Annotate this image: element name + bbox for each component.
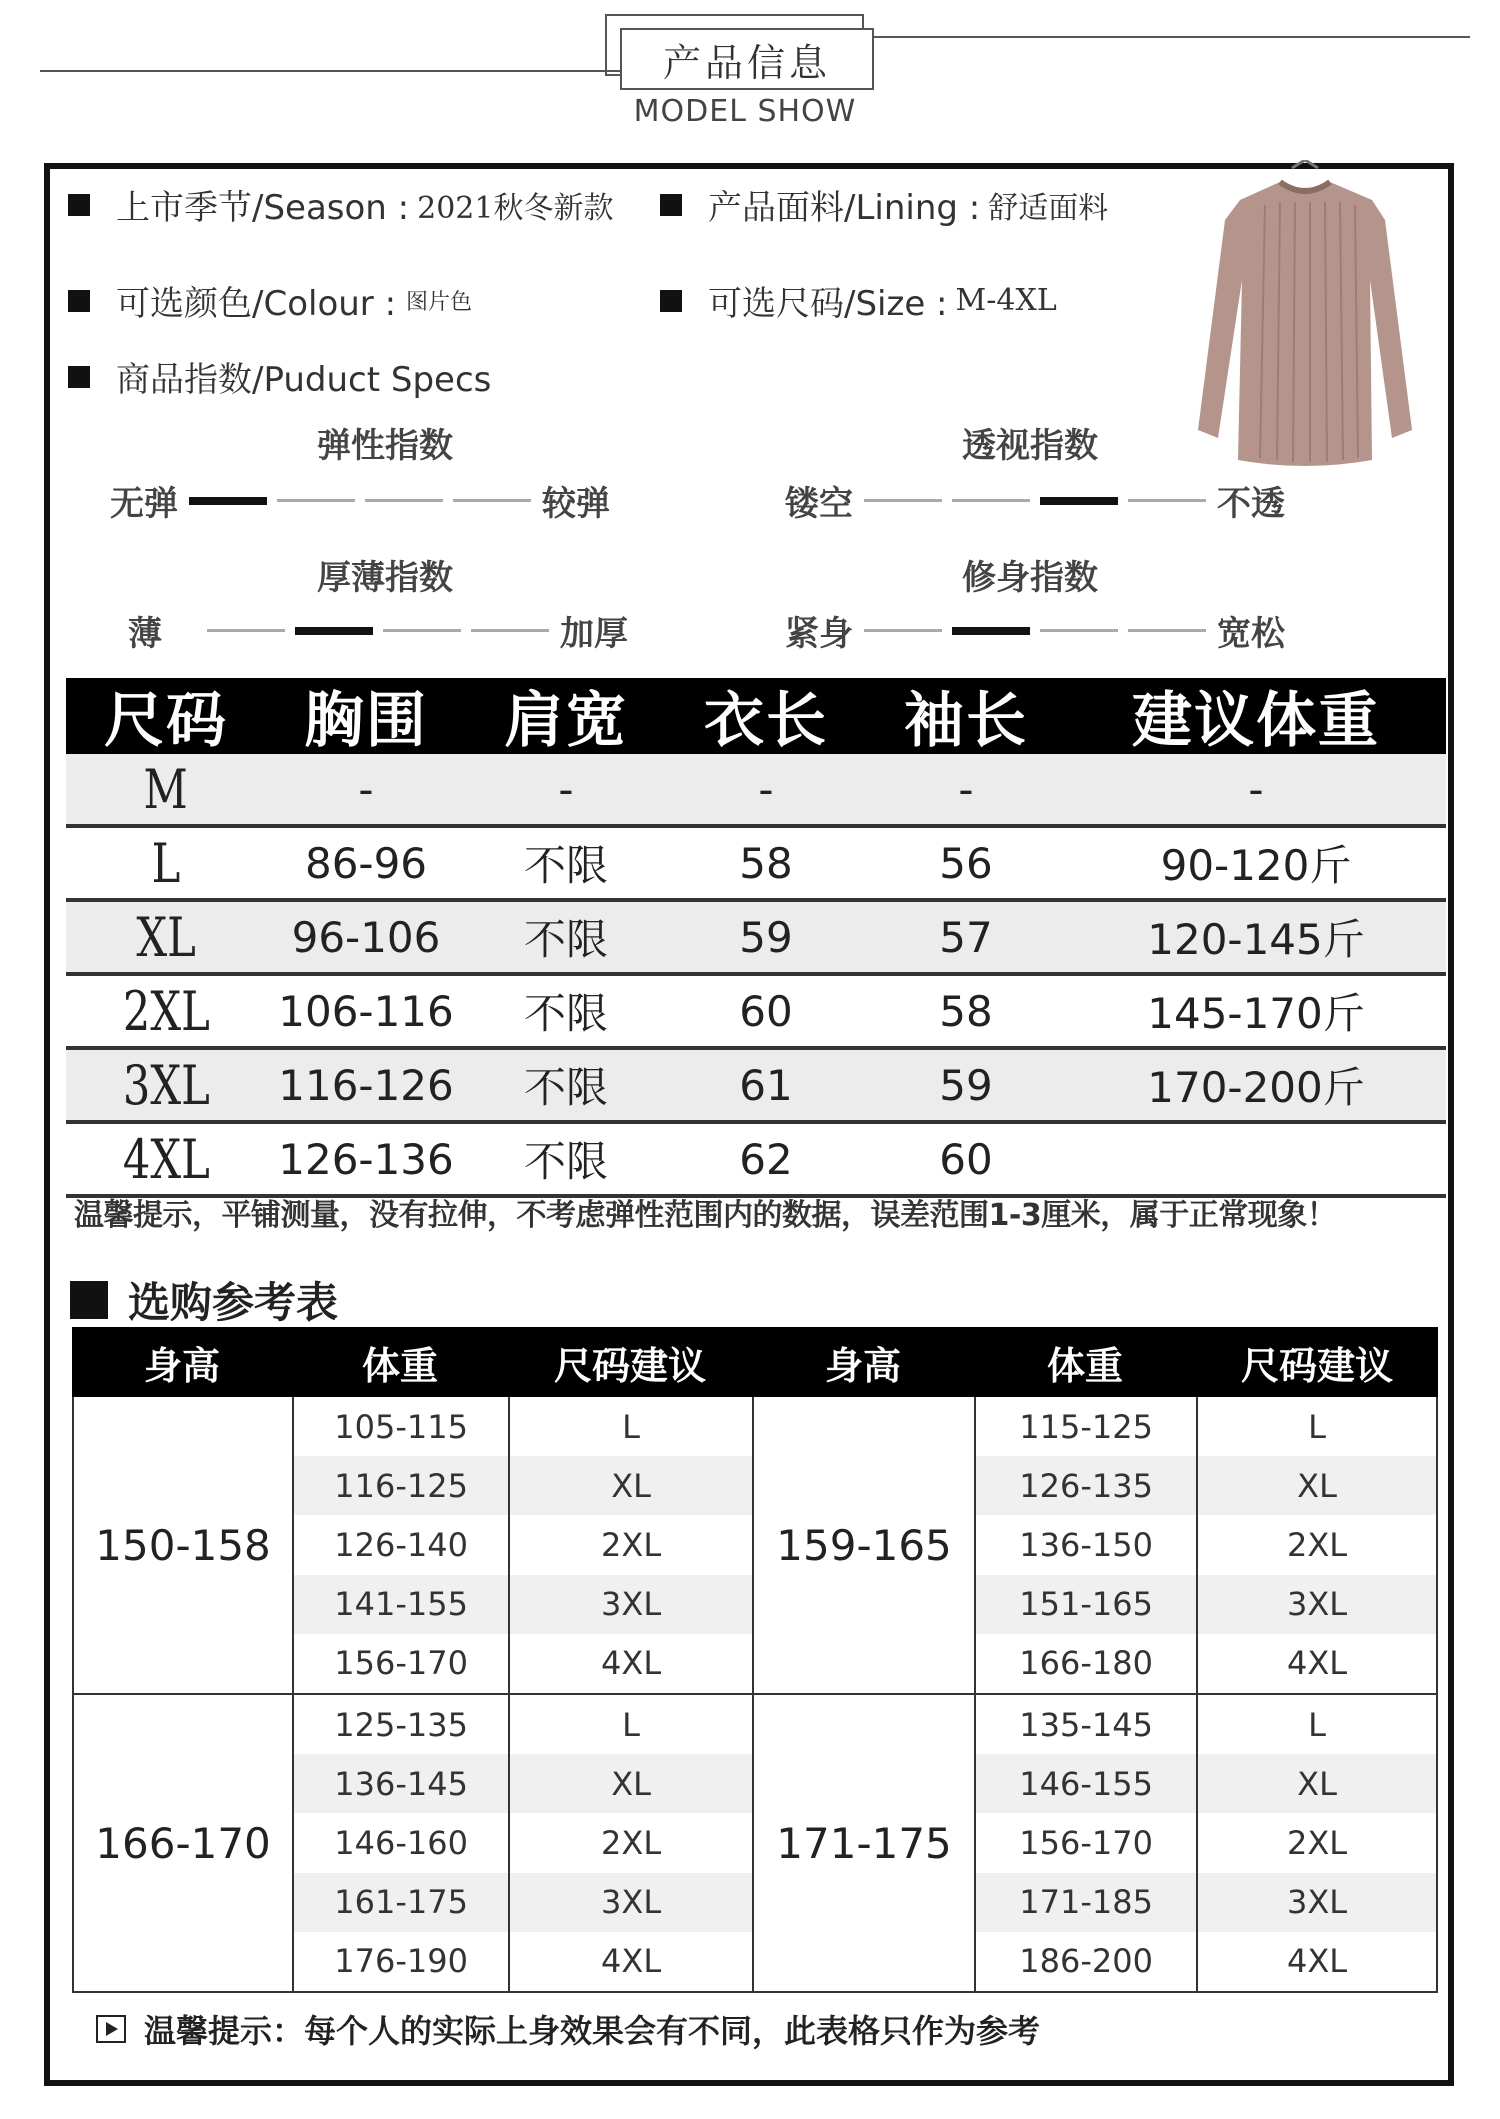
- lining-info: [660, 180, 1108, 229]
- ref-header-cell: 尺码建议: [553, 1343, 706, 1388]
- size-cell: -: [1248, 764, 1264, 814]
- ref-weight-cell: 126-135: [976, 1456, 1196, 1515]
- specs-info: [68, 352, 491, 401]
- ref-weight-cell: 115-125: [1019, 1407, 1153, 1446]
- colour-value: 图片色: [406, 290, 473, 315]
- size-cell: 120-145斤: [1147, 915, 1365, 964]
- measurement-note: 温馨提示，平铺测量，没有拉伸，不考虑弹性范围内的数据，误差范围1-3厘米，属于正常现象！: [74, 1198, 1337, 1233]
- ref-header-cell: 体重: [1046, 1343, 1123, 1388]
- size-cell: 170-200斤: [1147, 1063, 1365, 1112]
- spec-sheer-right: 不透: [1217, 484, 1285, 524]
- spec-segment: [864, 629, 942, 632]
- spec-segment: [207, 629, 285, 632]
- header-rule-right: [870, 36, 1470, 38]
- ref-size-cell: L: [1308, 1705, 1326, 1744]
- ref-weight-cell: 176-190: [334, 1942, 468, 1981]
- bullet-square-icon: [660, 194, 682, 216]
- spec-fit-title: 修身指数: [962, 558, 1098, 598]
- size-cell: [66, 906, 266, 969]
- ref-size-cell: 2XL: [601, 1823, 662, 1862]
- size-cell: 90-120斤: [1160, 841, 1352, 890]
- spec-elastic-bar: [184, 497, 536, 505]
- spec-thickness-scale: [128, 606, 628, 655]
- ref-size-cell: 3XL: [1198, 1575, 1436, 1634]
- bullet-square-icon: [660, 290, 682, 312]
- spec-thickness-left: 薄: [128, 614, 162, 654]
- ref-size-cell: XL: [510, 1754, 752, 1813]
- spec-thickness-right: 加厚: [560, 614, 628, 654]
- size-table-row: [66, 1124, 1446, 1198]
- reference-title-text: 选购参考表: [128, 1278, 339, 1327]
- size-cell: -: [558, 764, 574, 814]
- ref-size-cell: L: [622, 1407, 640, 1446]
- spec-elastic-scale: [110, 476, 610, 525]
- size-cell: 116-126: [278, 1060, 454, 1110]
- size-cell: 57: [939, 912, 993, 962]
- season-value: 2021秋冬新款: [417, 190, 614, 226]
- bullet-square-icon: [68, 290, 90, 312]
- size-cell: [66, 758, 266, 821]
- spec-elastic-right: 较弹: [542, 484, 610, 524]
- size-cell: -: [958, 764, 974, 814]
- size-cell: 61: [739, 1060, 793, 1110]
- spec-thickness-bar: [202, 627, 554, 635]
- ref-weight-cell: 186-200: [1019, 1942, 1153, 1981]
- spec-segment: [453, 499, 531, 502]
- size-cell: [66, 832, 266, 895]
- size-cell: 59: [739, 912, 793, 962]
- size-cell: 不限: [523, 1063, 608, 1112]
- size-cell: 不限: [523, 989, 608, 1038]
- spec-sheer-left: 镂空: [785, 484, 853, 524]
- size-table-row: [66, 828, 1446, 902]
- spec-fit-right: 宽松: [1217, 614, 1285, 654]
- size-code: 4XL: [122, 1127, 210, 1191]
- reference-note: [96, 2006, 1040, 2052]
- size-cell: 106-116: [278, 986, 454, 1036]
- size-cell: 96-106: [291, 912, 441, 962]
- size-cell: -: [358, 764, 374, 814]
- size-code: 2XL: [122, 979, 210, 1043]
- spec-segment: [1040, 497, 1118, 505]
- ref-size-cell: 3XL: [1198, 1873, 1436, 1932]
- season-label: 上市季节/Season :: [116, 188, 410, 228]
- ref-weight-cell: 151-165: [976, 1575, 1196, 1634]
- ref-weight-cell: 141-155: [294, 1575, 508, 1634]
- size-table: [66, 678, 1446, 1198]
- size-value: M-4XL: [955, 283, 1057, 318]
- ref-weight-column: [294, 1695, 510, 1991]
- ref-size-column: [1198, 1397, 1436, 1693]
- ref-size-cell: 4XL: [601, 1942, 662, 1981]
- ref-size-column: [510, 1695, 754, 1991]
- colour-info: [68, 276, 472, 325]
- specs-label: 商品指数/Puduct Specs: [116, 360, 492, 400]
- reference-table: [72, 1327, 1438, 1993]
- spec-segment: [1040, 629, 1118, 632]
- size-cell: 60: [939, 1134, 993, 1184]
- size-cell: 不限: [523, 1137, 608, 1186]
- spec-elastic-title: 弹性指数: [317, 426, 453, 466]
- size-code: 3XL: [122, 1053, 210, 1117]
- size-cell: 58: [739, 838, 793, 888]
- spec-elastic-left: 无弹: [110, 484, 178, 524]
- spec-sheer-scale: [785, 476, 1285, 525]
- ref-size-column: [1198, 1695, 1436, 1991]
- spec-fit-left: 紧身: [785, 614, 853, 654]
- size-cell: 不限: [523, 841, 608, 890]
- bullet-square-icon: [68, 366, 90, 388]
- size-table-header: [66, 678, 1446, 754]
- bullet-square-icon: [68, 194, 90, 216]
- spec-fit-scale: [785, 606, 1285, 655]
- size-code: L: [151, 831, 181, 895]
- spec-segment: [952, 499, 1030, 502]
- ref-weight-cell: 105-115: [334, 1407, 468, 1446]
- play-icon: [96, 2015, 126, 2043]
- size-table-row: [66, 754, 1446, 828]
- ref-weight-column: [976, 1695, 1198, 1991]
- ref-size-cell: 3XL: [510, 1873, 752, 1932]
- size-cell: 126-136: [278, 1134, 454, 1184]
- spec-segment: [295, 627, 373, 635]
- ref-weight-cell: 171-185: [976, 1873, 1196, 1932]
- bullet-square-icon: [70, 1281, 108, 1319]
- ref-weight-cell: 135-145: [1019, 1705, 1153, 1744]
- size-header-cell: 建议体重: [1132, 686, 1380, 756]
- ref-header-cell: 身高: [143, 1343, 220, 1388]
- ref-size-cell: L: [1308, 1407, 1326, 1446]
- header-rule-left: [40, 70, 620, 72]
- size-cell: 58: [939, 986, 993, 1036]
- size-cell: 59: [939, 1060, 993, 1110]
- size-cell: [66, 980, 266, 1043]
- size-table-body: [66, 754, 1446, 1198]
- ref-weight-cell: 126-140: [334, 1525, 468, 1564]
- spec-segment: [952, 627, 1030, 635]
- page-title: 产品信息: [620, 28, 874, 90]
- lining-label: 产品面料/Lining :: [708, 188, 981, 228]
- reference-table-body: [72, 1397, 1438, 1993]
- ref-size-cell: 4XL: [1287, 1644, 1348, 1683]
- ref-weight-column: [294, 1397, 510, 1693]
- spec-thickness-title: 厚薄指数: [317, 558, 453, 598]
- spec-segment: [864, 499, 942, 502]
- size-header-cell: 胸围: [304, 686, 428, 756]
- size-cell: 62: [739, 1134, 793, 1184]
- spec-segment: [365, 499, 443, 502]
- spec-segment: [471, 629, 549, 632]
- spec-segment: [277, 499, 355, 502]
- ref-size-cell: 2XL: [601, 1525, 662, 1564]
- reference-section-title: [70, 1270, 338, 1330]
- spec-sheer-title: 透视指数: [962, 426, 1098, 466]
- ref-size-cell: 2XL: [1287, 1525, 1348, 1564]
- size-header-cell: 尺码: [104, 686, 228, 756]
- spec-segment: [1128, 499, 1206, 502]
- size-header-cell: 衣长: [704, 686, 828, 756]
- ref-size-cell: 2XL: [1287, 1823, 1348, 1862]
- size-cell: [66, 1128, 266, 1191]
- ref-size-cell: 4XL: [601, 1644, 662, 1683]
- ref-weight-cell: 161-175: [294, 1873, 508, 1932]
- size-cell: 86-96: [304, 838, 428, 888]
- spec-sheer-bar: [859, 497, 1211, 505]
- colour-label: 可选颜色/Colour :: [116, 284, 397, 324]
- size-table-row: [66, 1050, 1446, 1124]
- lining-value: 舒适面料: [988, 190, 1109, 226]
- ref-size-cell: XL: [1198, 1754, 1436, 1813]
- season-info: [68, 180, 613, 229]
- ref-header-cell: 体重: [361, 1343, 438, 1388]
- ref-size-column: [510, 1397, 754, 1693]
- ref-weight-cell: 116-125: [294, 1456, 508, 1515]
- ref-weight-cell: 156-170: [1019, 1823, 1153, 1862]
- size-cell: [66, 1054, 266, 1117]
- size-cell: -: [758, 764, 774, 814]
- size-cell: 不限: [523, 915, 608, 964]
- ref-height-cell: 171-175: [754, 1695, 976, 1991]
- ref-weight-cell: 156-170: [334, 1644, 468, 1683]
- ref-weight-column: [976, 1397, 1198, 1693]
- ref-size-cell: 4XL: [1287, 1942, 1348, 1981]
- ref-size-cell: L: [622, 1705, 640, 1744]
- size-cell: 60: [739, 986, 793, 1036]
- ref-height-cell: 150-158: [74, 1397, 294, 1693]
- ref-height-cell: 166-170: [74, 1695, 294, 1991]
- spec-segment: [383, 629, 461, 632]
- size-header-cell: 袖长: [904, 686, 1028, 756]
- spec-segment: [189, 497, 267, 505]
- size-header-cell: 肩宽: [504, 686, 628, 756]
- spec-fit-bar: [859, 627, 1211, 635]
- size-cell: 145-170斤: [1147, 989, 1365, 1038]
- reference-table-header: [72, 1327, 1438, 1397]
- sweater-image: [1180, 160, 1430, 480]
- ref-size-cell: 3XL: [510, 1575, 752, 1634]
- size-code: M: [143, 757, 189, 821]
- size-table-row: [66, 902, 1446, 976]
- ref-weight-cell: 136-145: [294, 1754, 508, 1813]
- page-subtitle: MODEL SHOW: [633, 94, 857, 129]
- ref-header-cell: 尺码建议: [1240, 1343, 1393, 1388]
- size-code: XL: [136, 905, 196, 969]
- ref-size-cell: XL: [1198, 1456, 1436, 1515]
- ref-weight-cell: 166-180: [1019, 1644, 1153, 1683]
- size-info: [660, 276, 1057, 325]
- ref-size-cell: XL: [510, 1456, 752, 1515]
- reference-note-text: 温馨提示：每个人的实际上身效果会有不同，此表格只作为参考: [144, 2012, 1041, 2050]
- size-table-row: [66, 976, 1446, 1050]
- ref-weight-cell: 146-155: [976, 1754, 1196, 1813]
- size-label: 可选尺码/Size :: [708, 284, 948, 324]
- ref-header-cell: 身高: [824, 1343, 901, 1388]
- size-cell: 56: [939, 838, 993, 888]
- ref-weight-cell: 125-135: [334, 1705, 468, 1744]
- ref-weight-cell: 136-150: [1019, 1525, 1153, 1564]
- ref-weight-cell: 146-160: [334, 1823, 468, 1862]
- ref-block: [74, 1693, 1436, 1991]
- ref-block: [74, 1397, 1436, 1693]
- spec-segment: [1128, 629, 1206, 632]
- ref-height-cell: 159-165: [754, 1397, 976, 1693]
